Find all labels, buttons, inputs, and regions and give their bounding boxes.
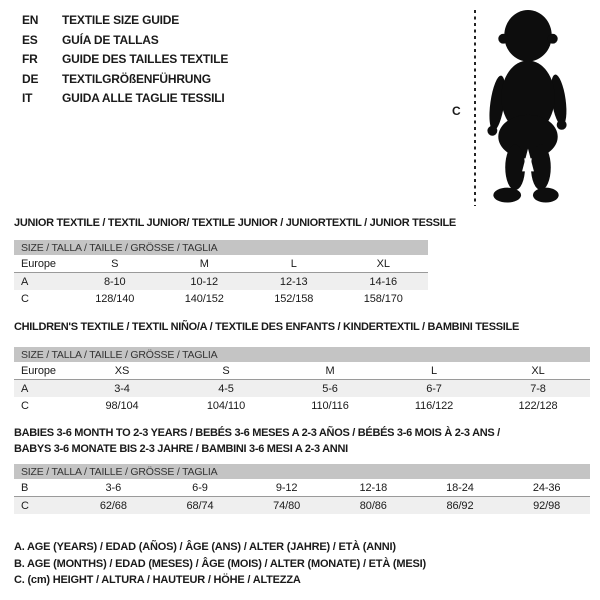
- language-row: [22, 70, 228, 90]
- table-row: [14, 479, 590, 497]
- size-value-cell: 86/92: [417, 497, 504, 515]
- section-title-line: BABIES 3-6 MONTH TO 2-3 YEARS / BEBÉS 3-6 MESES A 2-3 AÑOS / BÉBÉS 3-6 MOIS À 2-3 ANS /: [14, 427, 500, 439]
- size-table: [14, 464, 590, 514]
- notes: [14, 539, 426, 589]
- section-title-line: BABYS 3-6 MONATE BIS 2-3 JAHRE / BAMBINI 3-6 MESI A 2-3 ANNI: [14, 443, 348, 455]
- table-row: [14, 290, 428, 307]
- size-value-cell: 68/74: [157, 497, 244, 515]
- size-header-row: [14, 347, 590, 362]
- size-value-cell: XL: [486, 362, 590, 380]
- row-label-cell: C: [14, 497, 70, 515]
- size-value-cell: 3-4: [70, 380, 174, 398]
- size-value-cell: 10-12: [160, 273, 250, 291]
- size-value-cell: L: [249, 255, 339, 273]
- size-value-cell: 6-9: [157, 479, 244, 497]
- table-row: [14, 273, 428, 291]
- row-label-cell: C: [21, 399, 29, 412]
- language-list: [22, 11, 228, 109]
- size-value-cell: 7-8: [486, 380, 590, 398]
- section-junior: [14, 216, 456, 307]
- size-header-cell: SIZE / TALLA / TAILLE / GRÖSSE / TAGLIA: [14, 464, 590, 479]
- table-row: [14, 380, 590, 398]
- row-label-cell: B: [14, 479, 70, 497]
- size-value-cell: 80/86: [330, 497, 417, 515]
- language-code: EN: [22, 13, 39, 27]
- size-value-cell: 12-18: [330, 479, 417, 497]
- size-value-cell: 158/170: [363, 292, 403, 305]
- size-table: [14, 240, 428, 307]
- language-code: FR: [22, 52, 38, 66]
- size-value-cell: 116/122: [414, 399, 454, 412]
- size-value-cell: 104/110: [206, 399, 246, 412]
- size-header-row: [14, 464, 590, 479]
- toddler-silhouette-icon: [482, 8, 574, 206]
- language-row: [22, 31, 228, 51]
- height-measure-line: [474, 10, 476, 206]
- size-value-cell: XS: [70, 362, 174, 380]
- size-header-cell: SIZE / TALLA / TAILLE / GRÖSSE / TAGLIA: [14, 240, 428, 255]
- size-value-cell: 74/80: [243, 497, 330, 515]
- size-value-cell: 24-36: [503, 479, 590, 497]
- language-row: [22, 11, 228, 31]
- note-line: C. (cm) HEIGHT / ALTURA / HAUTEUR / HÖHE / ALTEZZA: [14, 574, 301, 586]
- size-value-cell: M: [278, 362, 382, 380]
- size-value-cell: 152/158: [274, 292, 314, 305]
- language-code: IT: [22, 91, 33, 105]
- size-value-cell: S: [174, 362, 278, 380]
- size-value-cell: 110/116: [311, 399, 349, 412]
- size-value-cell: XL: [339, 255, 429, 273]
- size-value-cell: 14-16: [339, 273, 429, 291]
- size-value-cell: 98/104: [105, 399, 139, 412]
- language-title: GUIDA ALLE TAGLIE TESSILI: [62, 91, 225, 105]
- size-value-cell: 4-5: [174, 380, 278, 398]
- size-value-cell: 5-6: [278, 380, 382, 398]
- row-label-cell: Europe: [14, 362, 70, 380]
- size-value-cell: 8-10: [70, 273, 160, 291]
- size-value-cell: 9-12: [243, 479, 330, 497]
- size-value-cell: M: [160, 255, 250, 273]
- language-title: TEXTILE SIZE GUIDE: [62, 13, 180, 27]
- measure-label-c: C: [452, 104, 461, 118]
- size-value-cell: 92/98: [503, 497, 590, 515]
- table-row: [14, 497, 590, 515]
- row-label-cell: A: [14, 273, 70, 291]
- row-label-cell: C: [21, 292, 29, 305]
- table-row: [14, 362, 590, 380]
- size-header-row: [14, 240, 428, 255]
- section-title: [14, 425, 590, 457]
- language-title: GUIDE DES TAILLES TEXTILE: [62, 52, 229, 66]
- section-babies: [14, 425, 590, 514]
- size-table: [14, 347, 590, 414]
- row-label-cell: A: [14, 380, 70, 398]
- language-title: GUÍA DE TALLAS: [62, 32, 159, 47]
- row-label-cell: Europe: [14, 255, 70, 273]
- table-row: [14, 255, 428, 273]
- size-value-cell: S: [70, 255, 160, 273]
- size-value-cell: 12-13: [249, 273, 339, 291]
- size-value-cell: 6-7: [382, 380, 486, 398]
- section-title-line: CHILDREN'S TEXTILE / TEXTIL NIÑO/A / TEXTILE DES ENFANTS / KINDERTEXTIL / BAMBINI TESSILE: [14, 321, 519, 333]
- language-row: [22, 50, 228, 70]
- size-value-cell: 122/128: [518, 399, 558, 412]
- size-value-cell: L: [382, 362, 486, 380]
- language-row: [22, 89, 228, 109]
- size-value-cell: 140/152: [184, 292, 224, 305]
- size-value-cell: 18-24: [417, 479, 504, 497]
- note-line: A. AGE (YEARS) / EDAD (AÑOS) / ÂGE (ANS) / ALTER (JAHRE) / ETÀ (ANNI): [14, 541, 396, 553]
- note-line: B. AGE (MONTHS) / EDAD (MESES) / ÂGE (MOIS) / ALTER (MONATE) / ETÀ (MESI): [14, 557, 426, 570]
- section-children: [14, 320, 590, 414]
- section-title: [14, 320, 590, 334]
- section-title: [14, 216, 456, 230]
- section-title-line: JUNIOR TEXTILE / TEXTIL JUNIOR/ TEXTILE JUNIOR / JUNIORTEXTIL / JUNIOR TESSILE: [14, 217, 456, 229]
- language-code: ES: [22, 32, 38, 47]
- size-value-cell: 3-6: [70, 479, 157, 497]
- size-header-cell: SIZE / TALLA / TAILLE / GRÖSSE / TAGLIA: [14, 347, 590, 362]
- table-row: [14, 397, 590, 414]
- language-code: DE: [22, 71, 39, 86]
- size-value-cell: 62/68: [70, 497, 157, 515]
- language-title: TEXTILGRÖßENFÜHRUNG: [62, 71, 211, 86]
- size-value-cell: 128/140: [95, 292, 135, 305]
